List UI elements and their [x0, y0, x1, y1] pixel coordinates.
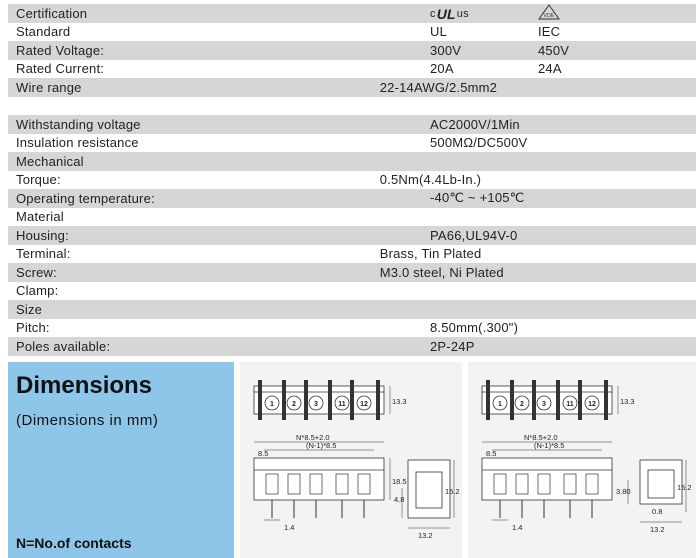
dimensions-section: [0, 362, 700, 558]
spec-label: Standard: [16, 24, 71, 40]
pole-number: 2: [520, 401, 524, 408]
top-height-label: 13.3: [392, 397, 407, 406]
pin-width-label: 1.4: [512, 523, 523, 532]
spec-value-ul: 500MΩ/DC500V: [430, 135, 528, 151]
barrier-wall: [304, 380, 308, 420]
spec-label: Poles available:: [16, 338, 111, 354]
pole-number: 1: [270, 401, 274, 408]
spec-row: [8, 208, 696, 227]
spec-row: [8, 97, 696, 116]
spec-row: [8, 78, 696, 97]
pitch-label: 8.5: [258, 449, 269, 458]
spec-value-ul: -40℃ ~ +105℃: [430, 190, 525, 206]
pole-number: 11: [338, 401, 346, 408]
spec-row: [8, 4, 696, 23]
spec-label: Rated Voltage:: [16, 42, 105, 58]
spec-value-ul: [430, 5, 538, 22]
dimension-drawing-2: [468, 362, 696, 558]
spec-label: Insulation resistance: [16, 135, 139, 151]
spec-row: [8, 152, 696, 171]
spec-value-ul: UL: [430, 24, 448, 40]
spec-label: Mechanical: [16, 153, 84, 169]
spec-value-iec: IEC: [538, 24, 561, 40]
spec-label: Torque:: [16, 172, 61, 188]
top-height-label: 13.3: [620, 397, 635, 406]
spec-row: [8, 60, 696, 79]
drawing-2-svg: [468, 362, 696, 558]
barrier-wall: [328, 380, 332, 420]
spec-label: Wire range: [16, 79, 82, 95]
barrier-wall: [578, 380, 582, 420]
body-height-label: 18.5: [392, 477, 407, 486]
spec-value-ul: AC2000V/1Min: [430, 116, 520, 132]
dimension-drawing-1: [240, 362, 462, 558]
dimensions-subtitle: (Dimensions in mm): [16, 412, 159, 429]
span-label: (N-1)*8.5: [306, 441, 337, 450]
pole-number: 12: [360, 401, 368, 408]
barrier-wall: [350, 380, 354, 420]
pole-number: 2: [292, 401, 296, 408]
drawing-1-svg: [240, 362, 462, 558]
barrier-wall: [510, 380, 514, 420]
side-height-2-label: 15.2: [445, 487, 460, 496]
spec-label: Clamp:: [16, 283, 59, 299]
pin-width-label: 1.4: [284, 523, 295, 532]
spec-label: Size: [16, 301, 43, 317]
overall-length-label: N*8.5+2.0: [296, 433, 330, 442]
dimensions-panel: [8, 362, 234, 558]
pole-number: 3: [542, 401, 546, 408]
side-width-label: 13.2: [418, 531, 433, 540]
spec-label: Terminal:: [16, 246, 71, 262]
spec-value-ul: 20A: [430, 61, 454, 77]
spec-value-ul: M3.0 steel, Ni Plated: [379, 264, 504, 280]
barrier-wall: [532, 380, 536, 420]
pole-number: 11: [566, 401, 574, 408]
barrier-wall: [604, 380, 608, 420]
spec-label: Withstanding voltage: [16, 116, 141, 132]
spec-row: [8, 282, 696, 301]
pitch-label: 8.5: [486, 449, 497, 458]
barrier-wall: [258, 380, 262, 420]
vde-logo-icon: [538, 4, 560, 20]
side-height-2-label: 15.2: [677, 483, 692, 492]
spec-value-ul: 300V: [430, 42, 462, 58]
spec-label: Pitch:: [16, 320, 50, 336]
spec-value-ul: 22-14AWG/2.5mm2: [379, 79, 498, 95]
spec-row: [8, 189, 696, 208]
spec-value-iec: 450V: [538, 42, 570, 58]
spec-row: [8, 245, 696, 264]
spec-label: Certification: [16, 5, 88, 21]
side-height-label: 4.8: [394, 495, 405, 504]
barrier-wall: [376, 380, 380, 420]
spec-label: Rated Current:: [16, 61, 105, 77]
spec-value-ul: PA66,UL94V-0: [430, 227, 518, 243]
spec-label: Screw:: [16, 264, 57, 280]
side-width-label: 13.2: [650, 525, 665, 534]
svg-text:VDE: VDE: [543, 12, 555, 19]
spec-table: [8, 4, 696, 356]
spec-row: [8, 134, 696, 153]
spec-value-ul: 2P-24P: [430, 338, 475, 354]
spec-row: [8, 23, 696, 42]
spec-row: [8, 263, 696, 282]
barrier-wall: [282, 380, 286, 420]
barrier-wall: [486, 380, 490, 420]
pin-thickness-label: 0.8: [652, 507, 663, 516]
pole-number: 3: [314, 401, 318, 408]
spec-row: [8, 171, 696, 190]
spec-row: [8, 226, 696, 245]
spec-row: [8, 300, 696, 319]
contacts-footnote: N=No.of contacts: [16, 535, 132, 551]
barrier-wall: [556, 380, 560, 420]
pole-number: 1: [498, 401, 502, 408]
spec-row: [8, 115, 696, 134]
spec-value-iec: 24A: [538, 61, 562, 77]
ul-logo-icon: c UL us: [430, 5, 469, 22]
spec-value-iec: [538, 4, 658, 23]
side-height-label: 3.80: [616, 487, 631, 496]
spec-value-ul: 0.5Nm(4.4Lb-In.): [379, 172, 482, 188]
spec-label: Housing:: [16, 227, 69, 243]
span-label: (N-1)*8.5: [534, 441, 565, 450]
dimensions-title: Dimensions: [16, 372, 153, 399]
overall-length-label: N*8.5+2.0: [524, 433, 558, 442]
spec-row: [8, 319, 696, 338]
spec-row: [8, 41, 696, 60]
spec-value-ul: 8.50mm(.300"): [430, 320, 519, 336]
spec-label: Material: [16, 209, 64, 225]
spec-label: Operating temperature:: [16, 190, 155, 206]
pole-number: 12: [588, 401, 596, 408]
spec-row: [8, 337, 696, 356]
spec-value-ul: Brass, Tin Plated: [379, 246, 482, 262]
